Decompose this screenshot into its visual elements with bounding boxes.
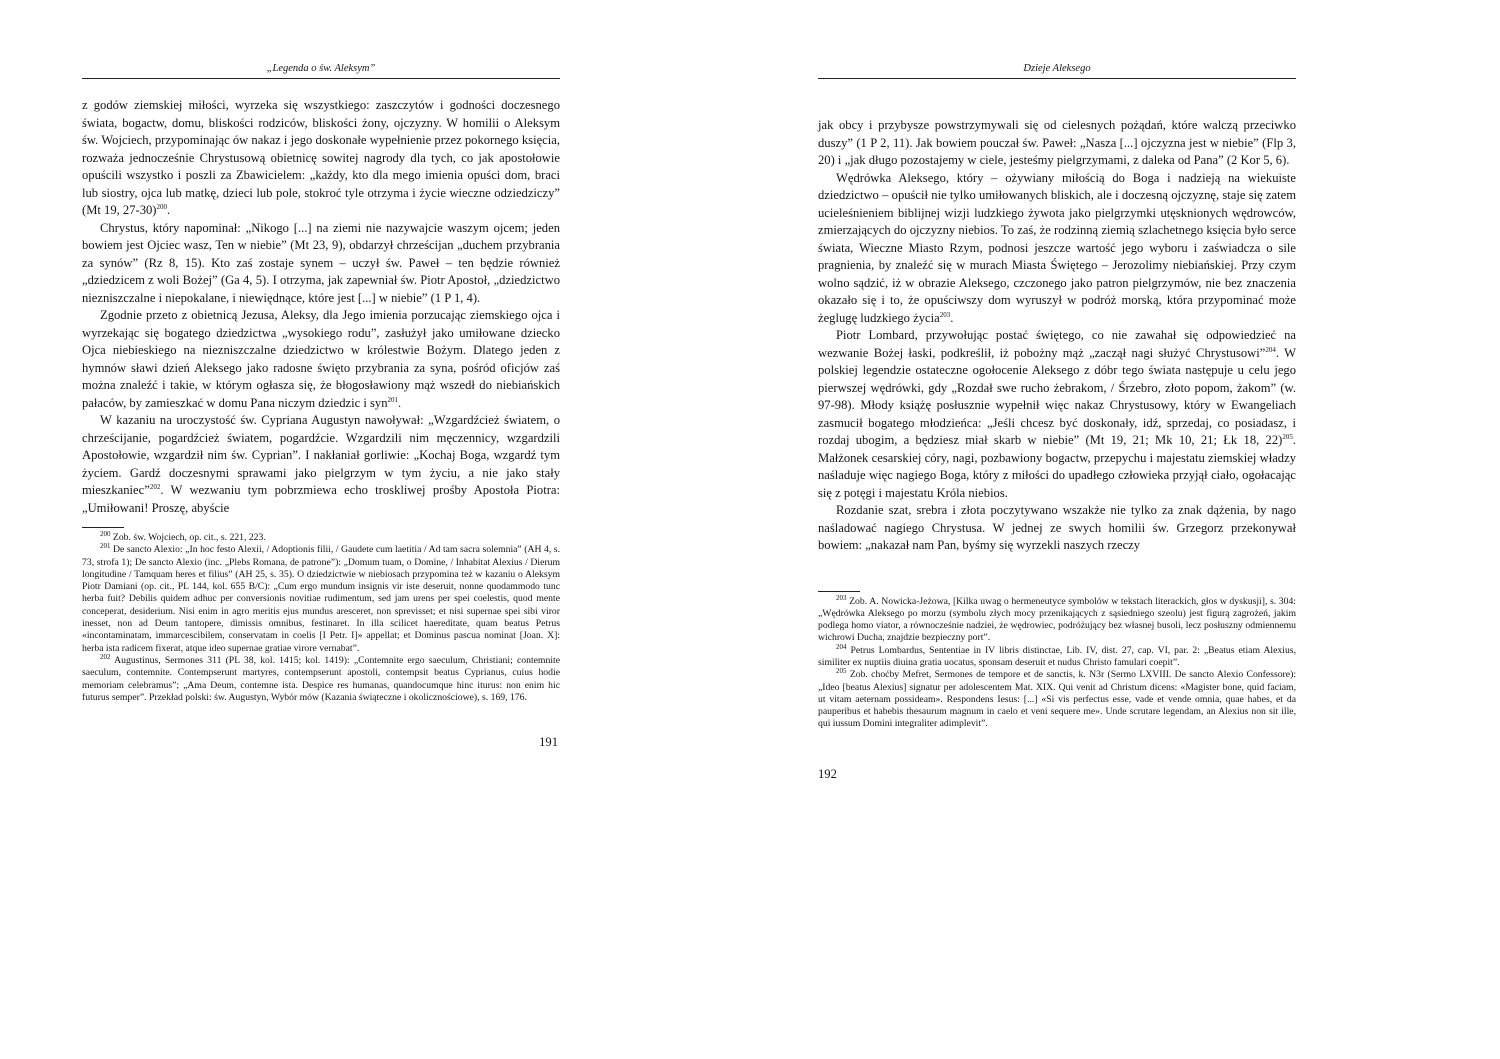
footnote-ref[interactable]: 202	[149, 482, 161, 491]
footnote: $^{204}$ Petrus Lombardus, Sententiae in IV libris distinctae, Lib. IV, dist. 27, cap. VI, par. 2: „Beatus etiam Alexius, similiter ex nuptiis diuina gratia uocatus, sponsam deseruit et nudus Christo famulari coepit”.	[818, 642, 1296, 668]
footnote-divider	[818, 591, 860, 592]
page-left	[82, 58, 560, 750]
paragraph: W kazaniu na uroczystość św. Cypriana Augustyn nawoływał: „Wzgardźcież światem, o chrześcijanie, pogardźcież światem, pogardźcie. Wzgardzili nim męczennicy, wzgardzili Apostołowie, wzgardził nim św. Cyprian”. I nakłaniał gorliwie: „Kochaj Boga, wzgardź tym życiem. Gardź doczesnymi sprawami jako pielgrzym w tym życiu, a nie jako stały mieszkaniec”$^{202}$. W wezwaniu tym pobrzmiewa echo troskliwej prośby Apostoła Piotra: „Umiłowani! Proszę, abyście	[82, 413, 560, 515]
paragraph: Chrystus, który napominał: „Nikogo [...] na ziemi nie nazywajcie waszym ojcem; jeden bowiem jest Ojciec wasz, Ten w niebie” (Mt 23, 9), obdarzył chrześcijan „duchem przybrania za synów” (Rz 8, 15). Kto zaś zostaje synem – uczył św. Paweł – ten będzie również „dziedzicem z woli Bożej” (Ga 4, 5). I otrzyma, jak zapewniał św. Piotr Apostoł, „dziedzictwo niezniszczalne i niepokalane, i niewiędnące, które jest [...] w niebie” (1 P 1, 4).	[82, 220, 560, 305]
footnote-ref[interactable]: 200	[156, 202, 168, 211]
footnote-ref[interactable]: 203	[939, 310, 951, 319]
paragraph: Rozdanie szat, srebra i złota poczytywano wszakże nie tylko za znak dążenia, by nago naśladować nagiego Chrystusa. W jednej ze swych homilii św. Grzegorz przekonywał bowiem: „nakazał nam Pan, byśmy się wyrzekli naszych rzeczy	[818, 503, 1296, 552]
body-text	[818, 117, 1296, 555]
footnote-ref[interactable]: 205	[1282, 432, 1293, 441]
footnote-ref[interactable]: 201	[387, 395, 399, 404]
footnotes	[82, 529, 560, 704]
running-head: „Legenda o św. Aleksym”	[82, 63, 560, 79]
paragraph: z godów ziemskiej miłości, wyrzeka się wszystkiego: zaszczytów i godności doczesnego świata, bogactw, domu, bliskości rodziców, bliskości żony, ojczyzny. W homilii o Aleksym św. Wojciech, przypominając ów nakaz i jego doskonałe wypełnienie przez pokornego księcia, rozważa jednocześnie Chrystusową obietnicę sowitej nagrody dla tych, co jak apostołowie opuścili wszystko i poszli za Zbawicielem: „każdy, kto dla mego imienia opuści dom, braci lub siostry, ojca lub matkę, dzieci lub pole, stokroć tyle otrzyma i życie wieczne odziedziczy” (Mt 19, 27-30)$^{200}$.	[82, 98, 560, 217]
page-number: 191	[539, 735, 558, 750]
paragraph: Wędrówka Aleksego, który – ożywiany miłością do Boga i nadzieją na wiekuiste dziedzictwo – opuścił nie tylko umiłowanych bliskich, ale i doczesną ojczyznę, staje się zatem ucieleśnieniem biblijnej wizji ludzkiego żywota jako pielgrzymki utęsknionych wędrowców, zmierzających do ojczyzny niebios. To zaś, że rodzinną ziemią szlachetnego księcia było serce świata, Wieczne Miasto Rzym, podnosi jeszcze wartość jego wyboru i zaświadcza o sile pragnienia, by znaleźć się w murach Miasta Świętego – Jerozolimy niebiańskiej. Przy czym wolno sądzić, iż w obrazie Aleksego, czczonego jako patron pielgrzymów, nie bez znaczenia okazało się i to, że opuściwszy dom wyruszył w podróż morską, która przypominać może żeglugę ludzkiego życia$^{203}$.	[818, 170, 1296, 325]
footnote: $^{203}$ Zob. A. Nowicka-Jeżowa, [Kilka uwag o hermeneutyce symbolów w tekstach literackich, głos w dyskusji], s. 304: „Wędrówka Aleksego po morzu (symbolu złych mocy przenikających z sąsiedniego szeolu) jest figurą zagrożeń, jakim podlega homo viator, a równocześnie nadziei, że wędrowiec, podróżujący bez własnej busoli, lecz posłuszny odmiennemu wichrowi Ducha, znajdzie bezpieczny port”.	[818, 593, 1296, 644]
footnote: $^{200}$ Zob. św. Wojciech, op. cit., s. 221, 223.	[100, 529, 266, 543]
footnote: $^{201}$ De sancto Alexio: „In hoc festo Alexii, / Adoptionis filii, / Gaudete cum laetitia / Ad tam sacra solemnia” (AH 4, s. 73, strofa 1); De sancto Alexio (inc. „Plebs Romana, de patrone”): „Domum tuam, o Domine, / Inhabitat Alexius / Dierum longitudine / Tamquam heres et filius” (AH 25, s. 35). O dziedzictwie w niebiosach przypomina też w kazaniu o Aleksym Piotr Damiani (op. cit., PL 144, kol. 655 B/C): „Cum ergo mundum insignis vir iste deseruit, nonne quodammodo tunc herba fuit? Debilis quidem adhuc per conversionis novitiae rudimentum, sed jam urens per spei coelestis, quod mente conceperat, desiderium. Nisi enim in agro meritis ejus mundus aresceret, non sprevisset; et nisi supernae spei sibi viror inesset, non ad Deum tantopere, dimissis omnibus, festinaret. In illa scilicet haereditate, quam beatus Petrus «incontaminatam, immarcescibilem, conservatam in coelis [I Petr. I]» appellat; et Dominus pascua nominat [Joan. X]: herba ista radicem fixerat, atque ideo supernae gratiae virore vernabat”.	[82, 542, 560, 654]
page-number: 192	[818, 766, 837, 781]
footnote: $^{202}$ Augustinus, Sermones 311 (PL 38, kol. 1415; kol. 1419): „Contemnite ergo saeculum, Christiani; contemnite saeculum, contemnite. Contempserunt martyres, contempserunt apostoli, contempsit beatus Cyprianus, cuius hodie memoriam celebramus”; „Ama Deum, contemne ista. Despice res humanas, quandocumque hinc iturus: non enim hic futurus semper”. Przekład polski: św. Augustyn, Wybór mów (Kazania świąteczne i okolicznościowe), s. 169, 176.	[82, 652, 560, 703]
paragraph: jak obcy i przybysze powstrzymywali się od cielesnych pożądań, które walczą przeciwko duszy” (1 P 2, 11). Jak bowiem pouczał św. Paweł: „Nasza [...] ojczyzna jest w niebie” (Flp 3, 20) i „jak długo pozostajemy w ciele, jesteśmy pielgrzymami, z daleka od Pana” (2 Kor 5, 6).	[818, 118, 1296, 167]
footnote-ref[interactable]: 204	[1265, 345, 1276, 354]
running-head: Dzieje Aleksego	[818, 63, 1296, 79]
footnotes	[818, 593, 1297, 731]
page-right	[818, 58, 1296, 782]
footnote-divider	[82, 527, 124, 528]
footnote: $^{205}$ Zob. choćby Mefret, Sermones de tempore et de sanctis, k. N3r (Sermo LXVIII. De sancto Alexio Confessore): „Ideo [beatus Alexius] signatur per adolescentem Mat. XIX. Qui venit ad Christum dicens: «Magister bone, quid faciam, ut vitam aeternam possideam». Respondens Iesus: [...] «Si vis perfectus esse, vade et vende omnia, quae habes, et da pauperibus et habebis thesaurum magnum in caelo et veni sequere me». Unde scrutare legendam, an Alexius non sit ille, qui iussum Domini integraliter adimplevit”.	[818, 667, 1297, 730]
paragraph: Piotr Lombard, przywołując postać świętego, co nie zawahał się odpowiedzieć na wezwanie Bożej łaski, podkreślił, iż pobożny mąż „zaczął nagi służyć Chrystusowi”$^{204}$. W polskiej legendzie ostateczne ogołocenie Aleksego z dóbr tego świata następuje u celu jego pierwszej wędrówki, gdy „Rozdał swe rucho żebrakom, / Śrzebro, złoto popom, żakom” (w. 97-98). Młody książę posłusznie wypełnił więc nakaz Chrystusowy, który w Ewangeliach zasmucił bogatego młodzieńca: „Jeśli chcesz być doskonały, idź, sprzedaj, co posiadasz, i rozdaj ubogim, a będziesz miał skarb w niebie” (Mt 19, 21; Mk 10, 21; Łk 18, 22)$^{205}$. Małżonek cesarskiej córy, nagi, pozbawiony bogactw, przepychu i majestatu ziemskiej władzy naśladuje więc nagiego Boga, który z miłości do upadłego człowieka przyjął ciało, ogołacając się z potęgi i majestatu Króla niebios.	[818, 328, 1296, 500]
paragraph: Zgodnie przeto z obietnicą Jezusa, Aleksy, dla Jego imienia porzucając ziemskiego ojca i wyrzekając się bogatego dziedzictwa „wysokiego rodu”, zasłużył jako umiłowane dziecko Ojca niebieskiego na niezniszczalne dziedzictwo w królestwie Bożym. Dlatego jeden z hymnów sławi dzień Aleksego jako radosne święto przybrania za syna, pośród oficjów zaś można znaleźć i takie, w którym ogłasza się, że błogosławiony mąż wszedł do niebiańskich pałaców, by zamieszkać w domu Pana niczym dziedzic i syn$^{201}$.	[82, 308, 560, 410]
body-text	[82, 97, 560, 517]
